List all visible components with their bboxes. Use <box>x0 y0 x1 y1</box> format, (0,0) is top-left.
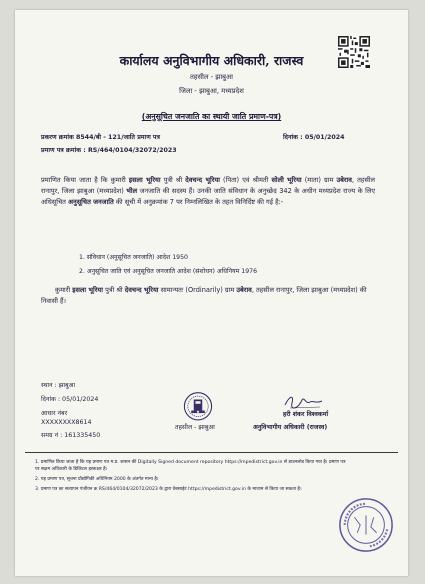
footer-note: 3. प्रमाण पत्र का सत्यापन पंजीयन क्र RS/464/0104/32072/2023 के द्वारा वेबसाईट https://mpedistrict.gov.in के माध्यम से किया जा सकता है। <box>35 487 302 492</box>
issue-date: दिनांक : 05/01/2024 <box>41 396 99 403</box>
list-item: 2. अनुसूचित जाति एवं अनुसूचित जनजाति आदेश (संशोधन) अधिनियम 1976 <box>79 268 258 275</box>
text: जनजाति की सदस्य हैं। उनकी जाति संविधान के अनुच्छेद 342 के अधीन मध्यप्रदेश राज्य के लिए अधिसूचित <box>41 187 375 206</box>
tribe-name: भील <box>126 187 138 195</box>
tehsil-line: तहसील - झाबुआ <box>190 73 233 81</box>
text: पुत्री श्री <box>160 176 186 184</box>
holder-name: इसला भूरिया <box>72 286 103 294</box>
officer-title: अनुविभागीय अधिकारी (राजस्व) <box>253 424 328 431</box>
certificate-page <box>15 10 408 576</box>
place: स्थान : झाबुआ <box>41 382 76 389</box>
aadhaar-value: XXXXXXXX8614 <box>41 419 92 426</box>
footer-note: पर सक्षम अधिकारी के डिजिटल हस्ताक्षर हैं। <box>35 467 108 472</box>
residence-paragraph <box>41 285 371 307</box>
list-item: 1. संविधान (अनुसूचित जनजाति) आदेश 1950 <box>79 254 188 261</box>
text: , तहसील <box>351 176 375 184</box>
tehsil-caption: तहसील - झाबुआ <box>175 424 215 431</box>
text: प्रमाणित किया जाता है कि कुमारी <box>41 176 129 184</box>
footer-note: 1. प्रमाणित किया जाता है कि यह प्रमाण पत्र म.प्र. शासन की Digitally Signed document repository https://mpedistrict.gov.in से डाउनलोड किया गया है। प्रमाण पत्र <box>35 460 346 465</box>
text: , तहसील रानापुर, जिला झाबुआ (मध्यप्रदेश) की निवासी हैं। <box>41 286 367 305</box>
certificate-number: प्रमाण पत्र क्रमांक : RS/464/0104/32072/2023 <box>41 147 177 154</box>
case-date: दिनांक : 05/01/2024 <box>283 134 345 141</box>
text: (माता) ग्राम <box>301 176 337 184</box>
samagra-number: समग्र नं : 161335450 <box>41 432 101 439</box>
father-name: देवचन्द भूरिया <box>124 286 159 294</box>
certificate-body <box>41 175 375 208</box>
text: (मध्यप्रदेश) <box>94 187 127 195</box>
mother-name: सोली भूरिया <box>271 176 302 184</box>
father-name: देवचन्द भूरिया <box>185 176 220 184</box>
case-number: प्रकरण क्रमांक 8544/बी - 121/जाति प्रमाण पत्र <box>41 134 160 141</box>
state-emblem-icon <box>181 390 215 426</box>
footer-note: 2. यह प्रमाण पत्र, सूचना प्रौद्योगिकी अधिनियम 2000 के अंतर्गत मान्य है। <box>35 477 159 482</box>
text: , जिला <box>57 187 78 195</box>
district-name: झाबुआ <box>77 187 95 195</box>
holder-name: इसला भूरिया <box>128 176 161 184</box>
certificate-title: (अनुसूचित जनजाति का स्थायी जाति प्रमाण-पत्र) <box>141 112 282 121</box>
text: पुत्री श्री <box>102 286 125 294</box>
village-name: उबेराव <box>336 176 352 184</box>
divider <box>25 452 398 453</box>
office-name: कार्यालय अनुविभागीय अधिकारी, राजस्व <box>119 53 304 68</box>
office-stamp <box>337 496 395 554</box>
text: की सूची में अनुक्रमांक 7 पर निम्नलिखित के तहत विनिर्दिष्ट की गई है:- <box>113 198 284 206</box>
aadhaar-label: आधार नंबर <box>41 410 68 417</box>
officer-name: हरी शंकर विश्वकर्मा <box>283 411 329 418</box>
village-name: उबेराव <box>236 286 252 294</box>
text: (पिता) एवं श्रीमती <box>219 176 272 184</box>
district-line: जिला - झाबुआ, मध्यप्रदेश <box>179 87 244 95</box>
tehsil-name: रानापुर <box>41 187 58 195</box>
text: सामान्यतः (Ordinarily) ग्राम <box>158 286 237 294</box>
text: कुमारी <box>55 286 73 294</box>
st-label: अनुसूचित जनजाति <box>68 198 114 206</box>
